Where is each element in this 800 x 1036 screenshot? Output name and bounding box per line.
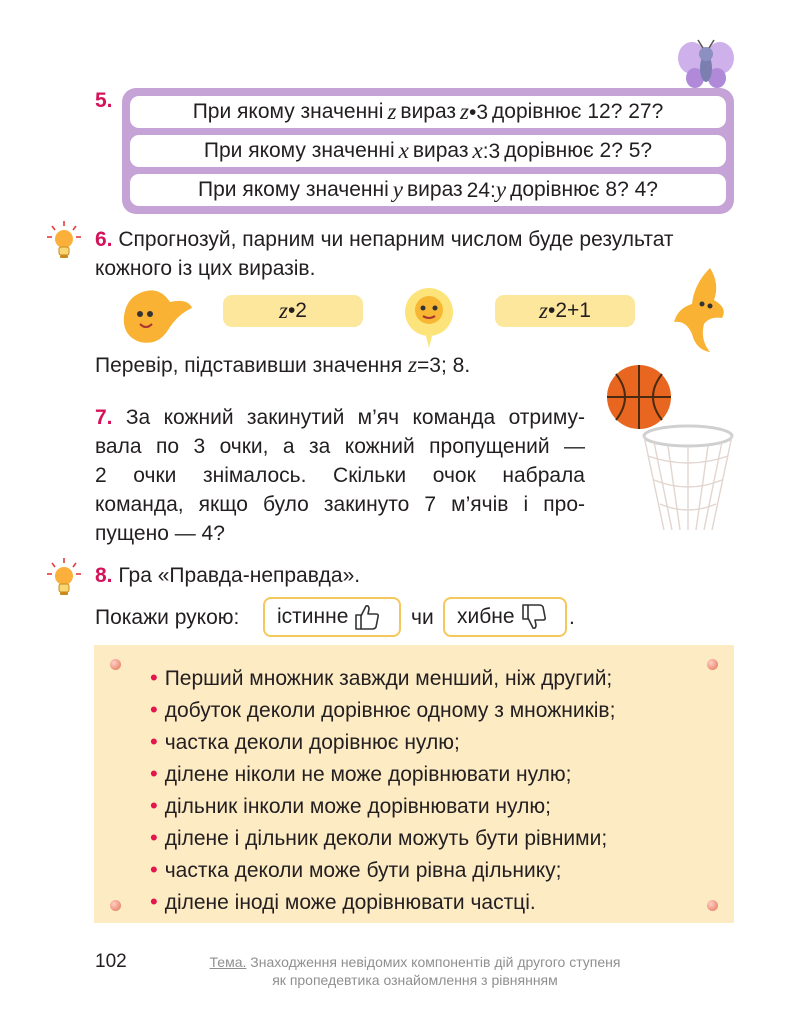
or-text: чи	[411, 606, 434, 629]
statement-item: • ділене ніколи не може дорівнювати нулю;	[150, 761, 572, 786]
task5-row-2: При якому значенні x вираз x:3 дорівнює 2? 5?	[130, 135, 726, 167]
true-label: істинне	[277, 605, 349, 628]
end-dot: .	[569, 606, 575, 629]
false-label: хибне	[457, 605, 515, 628]
statement-item: • частка деколи може бути рівна дільнику;	[150, 857, 562, 882]
sun-creature-center	[398, 282, 460, 350]
pin-icon	[110, 659, 121, 670]
pin-icon	[707, 900, 718, 911]
pin-icon	[707, 659, 718, 670]
sun-creature-left	[118, 284, 194, 350]
butterfly-illustration	[676, 38, 736, 94]
task6-text-line2: кожного із цих виразів.	[95, 257, 316, 280]
thumbs-down-icon	[519, 602, 549, 632]
page-number: 102	[95, 951, 127, 972]
star-creature-right	[670, 264, 732, 356]
statement-item: • частка деколи дорівнює нулю;	[150, 729, 460, 754]
statement-item: • ділене іноді може дорівнювати частці.	[150, 889, 536, 914]
task6-check-text: Перевір, підставивши значення z=3; 8.	[95, 352, 471, 377]
task8-title: 8. Гра «Правда-неправда».	[95, 564, 361, 587]
footer-topic: Тема. Знаходження невідомих компонентів дій другого ступеня як пропедевтика ознайомлення з рівнянням	[209, 954, 621, 988]
basketball-hoop-illustration	[640, 422, 736, 534]
task6-text: 6. Спрогнозуй, парним чи непарним числом буде результат	[95, 228, 674, 251]
pin-icon	[110, 900, 121, 911]
true-option-box	[263, 597, 401, 637]
false-option-box	[443, 597, 567, 637]
task7-text: 7. За кожний закинутий м’яч команда отриму- вала по 3 очки, а за кожний пропущений — 2 очки знімалось. Скільки очок набрала команда, якщо було закинуто 7 м’ячів і про- пущено — 4?	[95, 406, 585, 545]
statement-item: • дільник інколи може дорівнювати нулю;	[150, 793, 551, 818]
lightbulb-icon	[46, 220, 82, 262]
lightbulb-icon	[46, 557, 82, 599]
thumbs-up-icon	[352, 602, 382, 632]
task8-show-text: Покажи рукою:	[95, 606, 240, 629]
statement-item: • ділене і дільник деколи можуть бути рівними;	[150, 825, 608, 850]
task6-expression-1: z •2	[223, 295, 363, 327]
task5-number: 5.	[95, 89, 113, 112]
task5-row-1: При якому значенні z вираз z•3 дорівнює 12? 27?	[130, 96, 726, 128]
task6-expression-2: z •2+1	[495, 295, 635, 327]
statement-item: • добуток деколи дорівнює одному з множників;	[150, 697, 616, 722]
task5-row-3: При якому значенні y вираз 24:y дорівнює 8? 4?	[130, 174, 726, 206]
task5-frame	[122, 88, 734, 214]
statement-item: • Перший множник завжди менший, ніж другий;	[150, 665, 613, 690]
